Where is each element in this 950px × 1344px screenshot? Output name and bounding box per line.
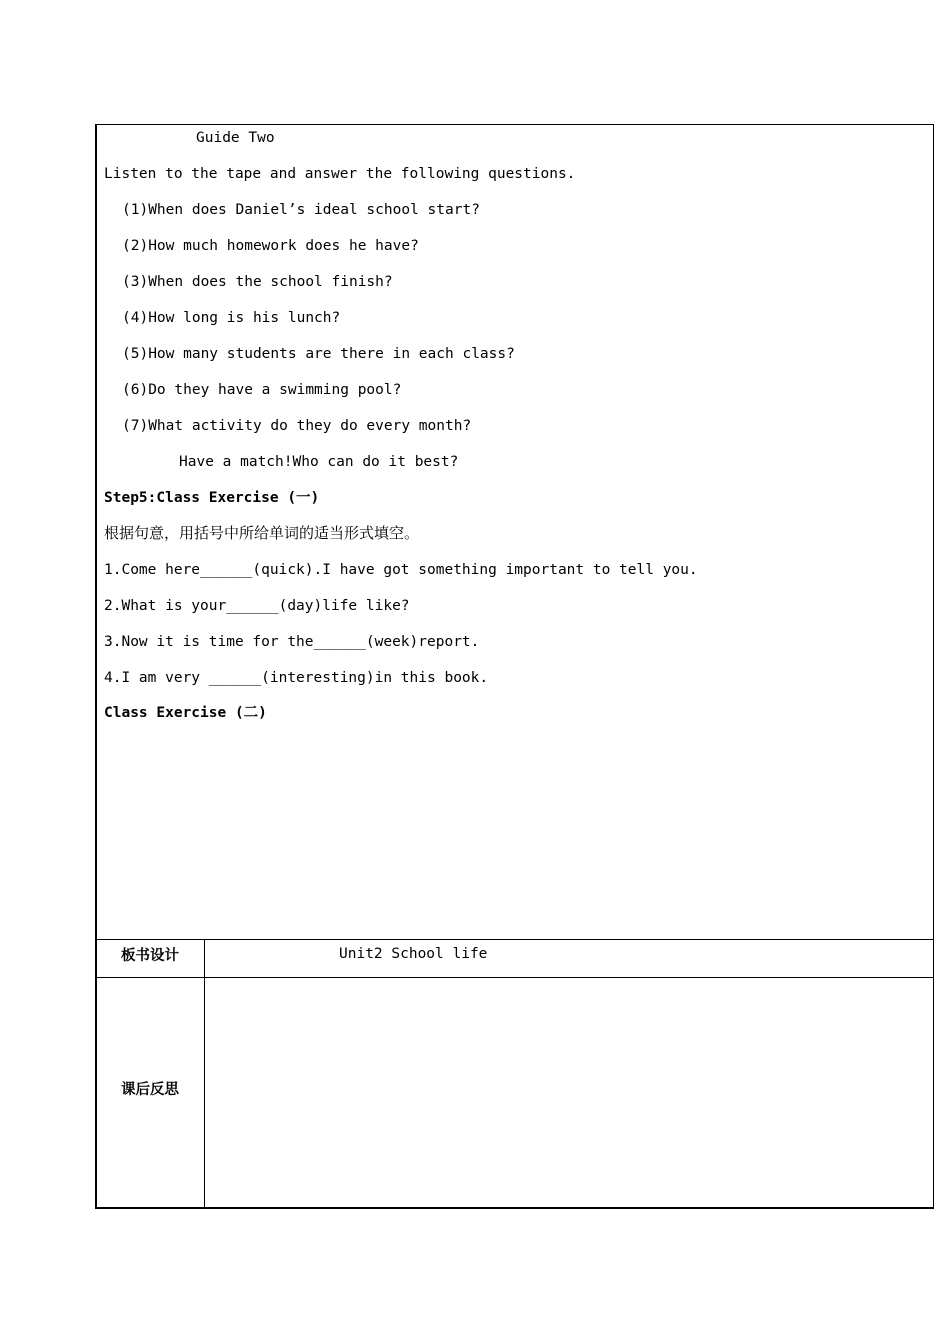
question-5: (5)How many students are there in each class? [122, 346, 515, 362]
question-6: (6)Do they have a swimming pool? [122, 382, 402, 398]
match-line: Have a match!Who can do it best? [179, 454, 459, 470]
exercise-4: 4.I am very ______(interesting)in this book. [104, 670, 489, 686]
board-design-label: 板书设计 [121, 948, 179, 964]
instruction-text: Listen to the tape and answer the following questions. [104, 166, 576, 182]
question-4: (4)How long is his lunch? [122, 310, 341, 326]
question-1: (1)When does Daniel’s ideal school start? [122, 202, 480, 218]
question-3: (3)When does the school finish? [122, 274, 393, 290]
exercise-instruction: 根据句意，用括号中所给单词的适当形式填空。 [104, 524, 420, 542]
row-divider-reflection [95, 977, 933, 978]
exercise-3: 3.Now it is time for the______(week)report. [104, 634, 480, 650]
guide-title: Guide Two [196, 130, 275, 146]
exercise2-heading: Class Exercise (二) [104, 705, 267, 721]
exercise-1: 1.Come here______(quick).I have got something important to tell you. [104, 562, 698, 578]
column-divider [204, 939, 205, 1208]
lesson-plan-table [95, 124, 933, 1208]
board-design-content: Unit2 School life [339, 946, 488, 962]
question-7: (7)What activity do they do every month? [122, 418, 472, 434]
question-2: (2)How much homework does he have? [122, 238, 419, 254]
row-divider-board [95, 939, 933, 940]
step5-heading: Step5:Class Exercise (一) [104, 490, 320, 506]
exercise-2: 2.What is your______(day)life like? [104, 598, 410, 614]
reflection-label: 课后反思 [121, 1082, 179, 1098]
